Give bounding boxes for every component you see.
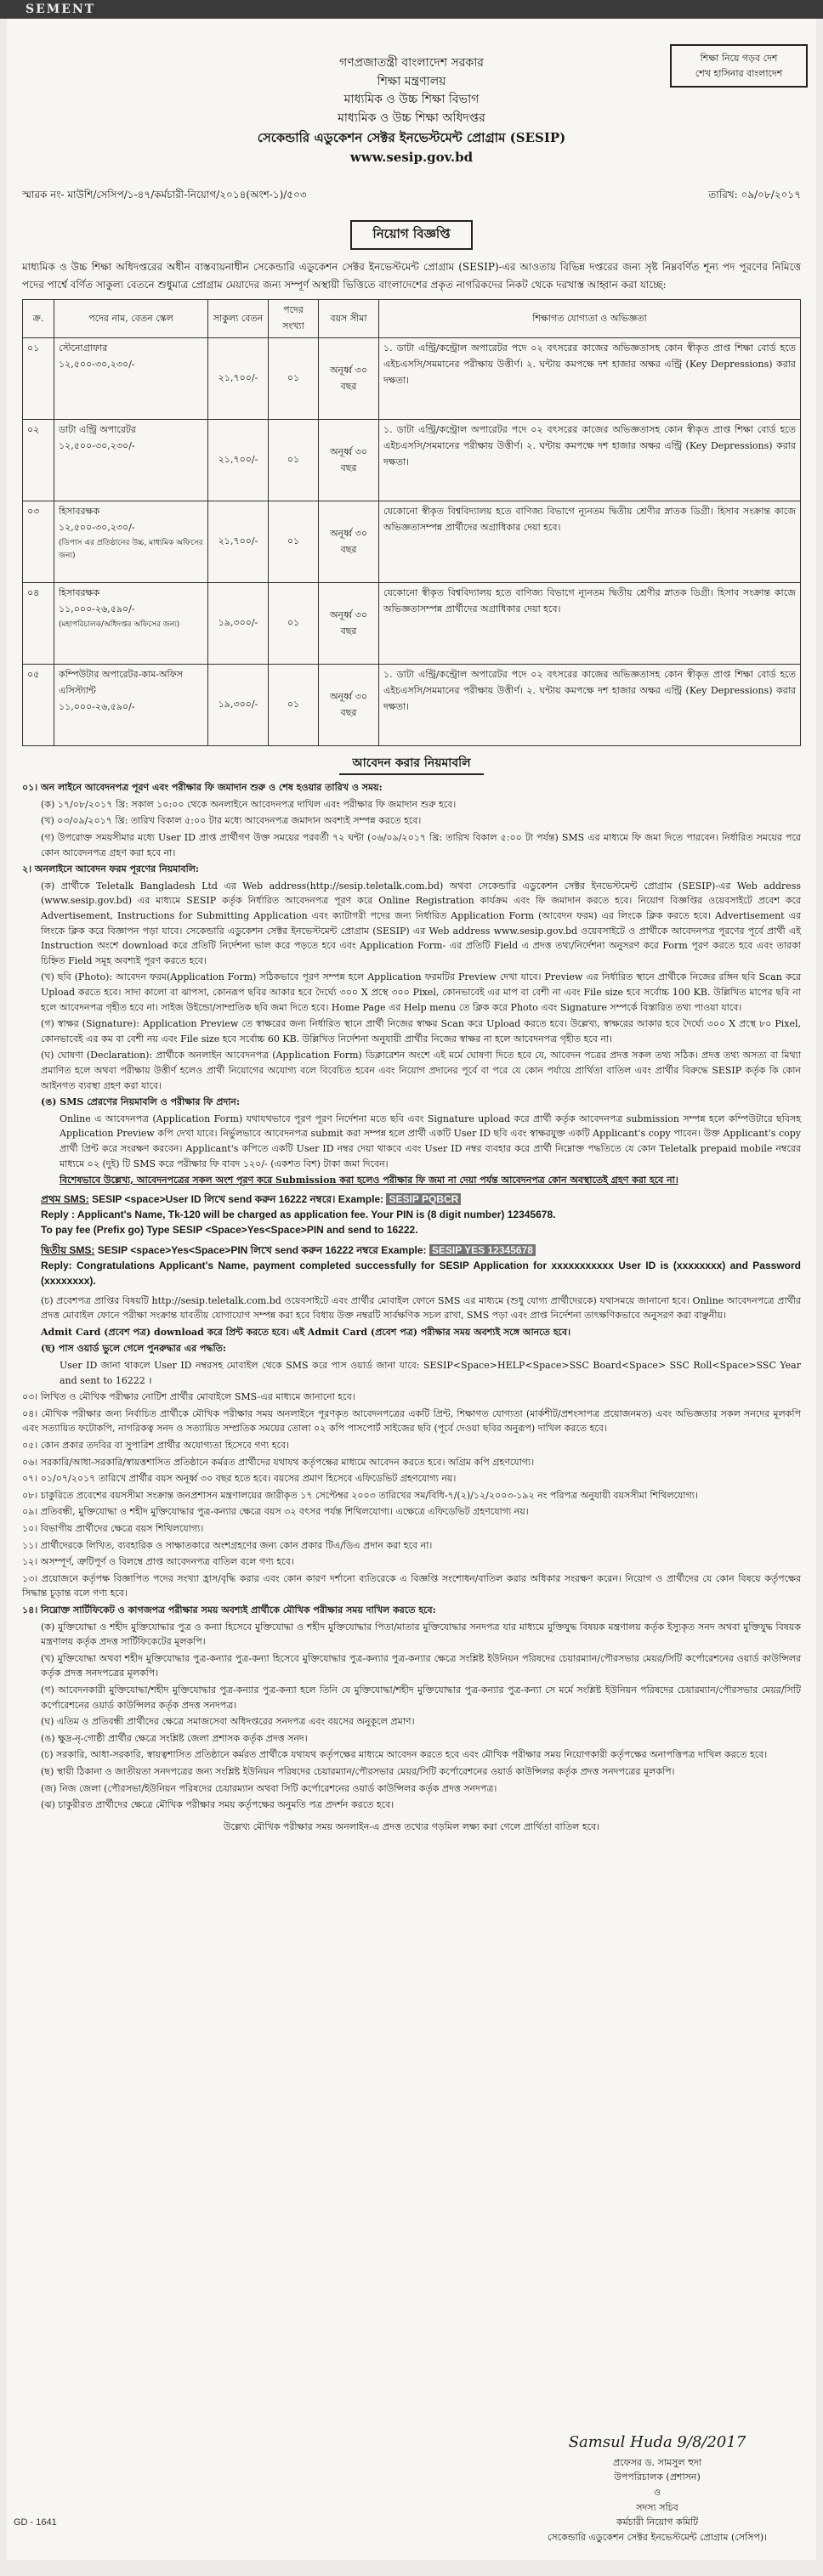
cell-post [54,420,208,501]
slogan-box [670,44,808,88]
cell-count: ০১ [269,583,319,665]
sms-first-pay: To pay fee (Prefix go) Type SESIP <Space>Yes<Space>PIN and send to 16222. [41,1223,418,1236]
rule-1b: (খ) ০৩/০৯/২০১৭ খ্রি: তারিখ বিকাল ৫:০০ টার মধ্যে আবেদনপত্র জমাদান অবশ্যই সম্পন্ন করতে হবে। [41,815,422,827]
rule-1a: (ক) ১৭/০৮/২০১৭ খ্রি: সকাল ১০:০০ থেকে অনলাইনে আবেদনপত্র দাখিল এবং পরীক্ষার ফি জমাদান শুরু হবে। [41,798,457,810]
handwritten-signature: Samsul Huda 9/8/2017 [568,2433,746,2451]
cell-serial: ০২ [23,420,54,501]
rule-2e: (ঙ) SMS প্রেরণের নিয়মাবলি ও পরীক্ষার ফি প্রদান: [41,1096,241,1108]
rule-2g-text: User ID জানা থাকলে User ID নম্বরসহ মোবাইল থেকে SMS করে পাস ওয়ার্ড জানা যাবে: SESIP<Space>HELP<Space>SSC Board<Space> SSC Roll<Space>SSC Year and sent to 16222 । [60,1360,801,1386]
sms-second-example: SESIP YES 12345678 [429,1244,536,1256]
cell-pay: ২১,৭০০/- [208,501,269,583]
cell-age: অনূর্ধ্ব ৩০ বছর [319,665,379,746]
cell-pay: ১৯,৩০০/- [208,583,269,665]
table-row [23,583,801,665]
intro-paragraph: মাধ্যমিক ও উচ্চ শিক্ষা অধিদপ্তরের অধীন বাস্তবায়নাধীন সেকেন্ডারি এডুকেশন সেক্টর ইনভেস্টমেন্ট প্রোগ্রাম (SESIP)-এর আওতায় বিভিন্ন দপ্তরের জন্য সৃষ্ট নিম্নবর্ণিত শূন্য পদ পূরণের নিমিত্তে পদের পার্শ্বে বর্ণিত সাকুল্য বেতনে শুধুমাত্র প্রোগ্রাম মেয়াদের জন্য সম্পূর্ণ অস্থায়ী ভিত্তিতে বাংলাদেশের প্রকৃত নাগরিকদের নিকট থেকে দরখাস্ত আহ্বান করা যাচ্ছে: [22,261,801,292]
rule-14a: (ক) মুক্তিযোদ্ধা ও শহীদ মুক্তিযোদ্ধার পুত্র ও কন্যা হিসেবে মুক্তিযোদ্ধা ও শহীদ মুক্তিযোদ্ধার পিতা/মাতার মুক্তিযোদ্ধার সনদপত্র যার মাধ্যমে মুক্তিযুদ্ধ বিষয়ক মন্ত্রণালয় কর্তৃক ইস্যুকৃত সনদ অথবা মুক্তিযুদ্ধ বিষয়ক মন্ত্রণালয় কর্তৃক প্রদত্ত সার্টিফিকেটের মূলকপি। [41,1621,801,1648]
header-line-4: মাধ্যমিক ও উচ্চ শিক্ষা অধিদপ্তর [338,111,485,126]
rule-9: ০৯। প্রতিবন্ধী, মুক্তিযোদ্ধা ও শহীদ মুক্তিযোদ্ধার পুত্র-কন্যার ক্ষেত্রে বয়স ৩২ বৎসর পর্যন্ত শিথিলযোগ্য। এক্ষেত্রে এফিডেভিট গ্রহণযোগ্য নয়। [22,1506,529,1518]
rule-4: ০৪। মৌখিক পরীক্ষার জন্য নির্বাচিত প্রার্থীকে মৌখিক পরীক্ষার সময় অনলাইনে পূরণকৃত আবেদনপত্রের একটি প্রিন্ট, শিক্ষাগত যোগ্যতা (মার্কশীট/প্রশংসাপত্র প্রয়োজনমত) এবং অভিজ্ঞতার সকল সনদের মূলকপি এবং সত্যায়িত ফটোকপি, নাগরিকত্ব সনদ ও সত্যায়িত সম্প্রতিক সময়ের তোলা ০২ কপি পাসপোর্ট সাইজের ছবি (পূর্বে দেওয়া ছবির অনুরূপ) দাখিল করতে হবে। [22,1407,801,1435]
sms-second [41,1243,801,1258]
sms-first-reply: Reply : Applicant's Name, Tk-120 will be charged as application fee. Your PIN is (8 digit number) 12345678. [41,1208,556,1220]
sms-first-text: SESIP <space>User ID লিখে send করুন 16222 নম্বরে। Example: [92,1192,384,1205]
rule-2a: (ক) প্রার্থীকে Teletalk Bangladesh Ltd এর Web address(http://sesip.teletalk.com.bd) অথবা সেকেন্ডারি এডুকেশন সেক্টর ইনভেস্টমেন্ট প্রোগ্রাম (SESIP)-এর Web address (www.sesip.gov.bd) এর মাধ্যমে SESIP কর্তৃক নির্ধারিত আবেদনপত্র পূরণ করে Online Registration কার্যক্রম এবং ফি জমাদান করতে হবে। নিয়োগ বিজ্ঞপ্তির ওয়েবসাইটে প্রবেশ করে Advertisement, Instructions for Submitting Application এবং ক্যাটাগরী পদের জন্য নির্ধারিত Application Form (আবেদন ফরম) এর লিংকে ক্লিক করতে হবে। Advertisement এর লিংকে ক্লিক করে বিজ্ঞাপন পড়া যাবে। সেকেন্ডারি এডুকেশন সেক্টর ইনভেস্টমেন্ট প্রোগ্রাম (SESIP) এর Web address www.sesip.gov.bd ওয়েবসাইটে ও প্রার্থীকে আবেদনপত্র পূরণের পূর্বে প্রার্থী এই Instruction অংশে download করে প্রতিটি নির্দেশনা ভাল করে পড়তে হবে এবং Application Form- এর প্রতিটি Field এ প্রদত্ত তথ্য/নির্দেশনা অনুসরণ করে Form পূরণ করতে হবে এবং তারকা চিহ্নিত Field সমূহ অবশ্যই পূরণ করতে হবে। [41,880,801,966]
cell-qualification: ১. ডাটা এন্ট্রি/কন্ট্রোল অপারেটর পদে ০২ বৎসরের কাজের অভিজ্ঞতাসহ কোন স্বীকৃত প্রাপ্ত শিক্ষা বোর্ড হতে এইচএসসি/সমমানের পরীক্ষায় উত্তীর্ণ। ২. ঘন্টায় কমপক্ষে দশ হাজার অক্ষর এন্ট্রি (Key Depressions) করার দক্ষতা। [379,420,801,501]
notice-page [7,19,816,2560]
post-scale: ১১,০০০-২৬,৫৯০/- [59,603,135,615]
rule-6: ০৬। সরকারি/আধা-সরকারি/স্বায়ত্তশাসিত প্রতিষ্ঠানে কর্মরত প্রার্থীদের যথাযথ কর্তৃপক্ষের মাধ্যমে আবেদন করতে হবে। অগ্রিম কপি গ্রহণযোগ্য। [22,1456,535,1468]
cell-qualification: ১. ডাটা এন্ট্রি/কন্ট্রোল অপারেটর পদে ০২ বৎসরের কাজের অভিজ্ঞতাসহ কোন স্বীকৃত প্রাপ্ত শিক্ষা বোর্ড হতে এইচএসসি/সমমানের পরীক্ষায় উত্তীর্ণ। ২. ঘন্টায় কমপক্ষে দশ হাজার অক্ষর এন্ট্রি (Key Depressions) করার দক্ষতা। [379,665,801,746]
rule-2b: (খ) ছবি (Photo): আবেদন ফরম(Application Form) সঠিকভাবে পূরণ সম্পন্ন হলে Application ফরমটির Preview দেখা যাবে। Preview এর নির্ধারিত স্থানে প্রার্থীকে নিজের রঙ্গিন ছবি Scan করে Upload করতে হবে। সাদা কালো বা ঝাপসা, কোনরূপ ছবির আকার হবে দৈর্ঘ্যে ৩০০ X প্রস্থে ৩০০ Pixel, কোনভাবেই এর মাপ বা বেশী না এবং File size হবে সর্বোচ্চ 100 KB. উল্লিখিত মাপের ছবি না হলে আবেদনপত্র গৃহীত হবে না। সাইজ উইন্ডো/সাম্প্রতিক ছবি জমা দিতে হবে। Home Page এর Help menu তে ক্লিক করে Photo এবং Signature সম্পর্কে বিস্তারিত তথ্য পাওয়া যাবে। [41,971,801,1013]
posts-table [22,299,801,746]
col-age: বয়স সীমা [319,300,379,338]
rule-14f: (চ) সরকারি, আধা-সরকারি, স্বায়ত্বশাসিত প্রতিষ্ঠানে কর্মরত প্রার্থীকে যথাযথ কর্তৃপক্ষের মাধ্যমে আবেদন করতে হবে এবং মৌখিক পরীক্ষার সময় নিয়োগকারী কর্তৃপক্ষের অনাপত্তিপত্র দাখিল করতে হবে। [41,1749,768,1761]
sms-second-reply: Reply: Congratulations Applicant's Name, payment completed successfully for SESIP Application for xxxxxxxxxxx User ID is (xxxxxxxx) and Password (xxxxxxxx). [41,1259,801,1287]
cell-qualification: ১. ডাটা এন্ট্রি/কন্ট্রোল অপারেটর পদে ০২ বৎসরের কাজের অভিজ্ঞতাসহ কোন স্বীকৃত প্রাপ্ত শিক্ষা বোর্ড হতে এইচএসসি/সমমানের পরীক্ষায় উত্তীর্ণ। ২. ঘন্টায় কমপক্ষে দশ হাজার অক্ষর এন্ট্রি (Key Depressions) করার দক্ষতা। [379,338,801,420]
header-program-name: সেকেন্ডারি এডুকেশন সেক্টর ইনভেস্টমেন্ট প্রোগ্রাম (SESIP) [257,129,566,145]
cell-qualification: যেকোনো স্বীকৃত বিশ্ববিদ্যালয় হতে বাণিজ্য বিভাগে ন্যূনতম দ্বিতীয় শ্রেণীর স্নাতক ডিগ্রী। হিসাব সংক্রান্ত কাজে অভিজ্ঞতাসম্পন্ন প্রার্থীদের অগ্রাধিকার দেয়া হবে। [379,583,801,665]
table-header-row [23,300,801,338]
rule-2f: (চ) প্রবেশপত্র প্রাপ্তির বিষয়টি http://sesip.teletalk.com.bd ওয়েবসাইটে এবং প্রার্থীর মোবাইল ফোনে SMS এর মাধ্যমে (শুধু যোগ্য প্রার্থীদেরকে) যথাসময়ে জানানো হবে। Online আবেদনপত্রে প্রার্থীর প্রদত্ত মোবাইল ফোনে পরীক্ষা সংক্রান্ত যাবতীয় যোগাযোগ সম্পন্ন করা হবে বিধায় উক্ত নম্বরটি সার্বক্ষণিক সচল রাখা, SMS পড়া এবং প্রাপ্ত নির্দেশনা তাৎক্ষণিকভাবে অনুসরণ করা বাঞ্ছনীয়। [41,1294,801,1322]
post-name: কম্পিউটার অপারেটর-কাম-অফিস এসিস্ট্যান্ট [59,669,183,697]
header-website: www.sesip.gov.bd [349,150,474,165]
rule-3: ০৩। লিখিত ও মৌখিক পরীক্ষার নোটিশ প্রার্থীর মোবাইলে SMS-এর মাধ্যমে জানানো হবে। [22,1391,355,1403]
sms-first-label: প্রথম SMS: [41,1192,89,1205]
table-row [23,338,801,420]
rule-14i: (ঝ) চাকুরীরত প্রার্থীদের ক্ষেত্রে মৌখিক পরীক্ষার সময় কর্তৃপক্ষের অনুমতি পত্র প্রদর্শন করতে হবে। [41,1799,394,1811]
memo-number: স্মারক নং- মাউশি/সেসিপ/১-৪৭/কর্মচারী-নিয়োগ/২০১৪(অংশ-১)/৫০৩ [22,189,307,201]
rule-2e-text: Online এ আবেদনপত্র (Application Form) যথাযথভাবে পূরণ পূরণ নির্দেশনা মতে ছবি এবং Signature upload করে প্রার্থী কর্তৃক আবেদনপত্র submission সম্পন্ন হলে কম্পিউটারে ছবিসহ Application Preview কপি দেখা যাবে। নির্ভুলভাবে আবেদনপত্র submit করা সম্পন্ন হলে প্রার্থী একটি User ID ছবি এবং স্বাক্ষরযুক্ত একটি Applicant's copy পাবেন। উক্ত Applicant's copy প্রার্থী প্রিন্ট করে সংরক্ষণ করবেন। Applicant's কপিতে একটি User ID নম্বর দেয়া থাকবে এবং User ID নম্বর ব্যবহার করে প্রার্থী নিম্নোক্ত পদ্ধতিতে যে কোন Teletalk prepaid mobile নম্বরের মাধ্যমে ০২ (দুই) টি SMS করে পরীক্ষার ফি বাবদ ১২০/- (একশত বিশ) টাকা জমা দিবেন। [60,1112,801,1169]
post-name: স্টেনোগ্রাফার [59,343,108,354]
slogan-line-1: শিক্ষা নিয়ে গড়ব দেশ [700,53,778,64]
post-scale: ১২,৫০০-৩০,২৩০/- [59,522,135,534]
sms-first [41,1192,801,1207]
cell-post [54,583,208,665]
memo-row [22,188,801,205]
cell-count: ০১ [269,665,319,746]
signatory-title-1: উপপরিচালক (প্রশাসন) [614,2471,701,2483]
signatory-and: ও [653,2486,661,2498]
rule-14g: (ছ) স্থায়ী ঠিকানা ও জাতীয়তা সনদপত্রের জন্য সংশ্লিষ্ট ইউনিয়ন পরিষদের চেয়ারম্যান/পৌরসভার মেয়র/সিটি কর্পোরেশনের ওয়ার্ড কাউন্সিলর কর্তৃক প্রদত্ত সনদপত্রের মূলকপি। [41,1765,675,1777]
rule-8: ০৮। চাকুরিতে প্রবেশের বয়সসীমা সংক্রান্ত জনপ্রশাসন মন্ত্রণালয়ের জারীকৃত ১৭ সেপ্টেম্বর ২০০৩ তারিখের সম/বিধি-৭/(২)/১২/২০০৩-১৯২ নং পরিপত্র অনুযায়ী বয়সসীমা শিথিলযোগ্য। [22,1489,698,1501]
rule-14h: (জ) নিজ জেলা (পৌরসভা/ইউনিয়ন পরিষদের চেয়ারম্যান অথবা সিটি কর্পোরেশনের ওয়ার্ড কাউন্সিলর কর্তৃক প্রদত্ত সনদপত্র। [41,1782,497,1794]
cell-serial: ০৩ [23,501,54,583]
post-note: (ডিপাস এর প্রতিষ্ঠানের উচ্চ, মাধ্যমিক অফিসের জন্য) [59,539,203,561]
cell-post [54,665,208,746]
signature-block [517,2431,797,2545]
rule-7: ০৭। ০১/০৭/২০১৭ তারিখে প্রার্থীর বয়স অনূর্ধ্ব ৩০ বছর হতে হবে। বয়সের প্রমাণ হিসেবে এফিডেভিট গ্রহণযোগ্য নয়। [22,1473,457,1485]
rule-2c: (গ) স্বাক্ষর (Signature): Application Preview তে স্বাক্ষরের জন্য নির্ধারিত স্থানে প্রার্থী নিজের স্বাক্ষর Scan করে Upload করতে হবে। উল্লেখ্য, স্বাক্ষরের আকার হবে দৈর্ঘ্যে ৩০০ X প্রস্থে ৮০ Pixel, কোনভাবেই এর কম বা বেশী নয় এবং File size হবে সর্বোচ্চ 60 KB. উল্লিখিত নির্দেশনা অনুযায়ী প্রার্থীর নিজের স্বাক্ষর না হলে আবেদনপত্র গৃহীত হবে না। [41,1018,801,1045]
rule-1c: (গ) উপরোক্ত সময়সীমার মধ্যে User ID প্রাপ্ত প্রার্থীগণ উক্ত সময়ের পরবর্তী ৭২ ঘন্টা (০৬/০৯/২০১৭ খ্রি: তারিখ বিকাল ৫:০০ টা পর্যন্ত) SMS এর মাধ্যমে ফি জমা দিতে পারবেন। নির্ধারিত সময়ের পরে কোন আবেদনপত্র গ্রহণ করা হবে না। [41,832,801,858]
slogan-line-2: শেখ হাসিনার বাংলাদেশ [695,67,783,79]
table-row [23,420,801,501]
cell-serial: ০৪ [23,583,54,665]
signatory-name: প্রফেসর ড. সামসুল হুদা [612,2456,702,2468]
rule-10: ১০। বিভাগীয় প্রার্থীদের ক্ষেত্রে বয়স শিথিলযোগ্য। [22,1523,204,1534]
rule-2g: (ছ) পাস ওয়ার্ড ভুলে গেলে পুনরুদ্ধার এর পদ্ধতি: [41,1343,226,1355]
post-scale: ১১,০০০-২৬,৫৯০/- [59,701,135,713]
rule-5: ০৫। কোন প্রকার তদবির বা সুপারিশ প্রার্থীর অযোগ্যতা হিসেবে গণ্য হবে। [22,1440,290,1452]
cell-age: অনূর্ধ্ব ৩০ বছর [319,583,379,665]
cell-post [54,338,208,420]
cell-count: ০১ [269,420,319,501]
rule-12: ১২। অসম্পূর্ণ, ত্রুটিপূর্ণ ও বিলম্বে প্রাপ্ত আবেদনপত্র বাতিল বলে গণ্য হবে। [22,1556,294,1568]
sms-instructions [41,1192,801,1288]
signatory-title-2: সদস্য সচিব [636,2501,678,2513]
cell-count: ০১ [269,338,319,420]
memo-date: তারিখ: ০৯/০৮/২০১৭ [708,189,801,201]
col-qualification: শিক্ষাগত যোগ্যতা ও অভিজ্ঞতা [379,300,801,338]
cell-count: ০১ [269,501,319,583]
rule-2e-note: বিশেষভাবে উল্লেখ্য, আবেদনপত্রের সকল অংশ পূরণ করে Submission করা হলেও পরীক্ষার ফি জমা না দেয়া পর্যন্ত আবেদনপত্র কোন অবস্থাতেই গ্রহণ করা হবে না। [60,1175,678,1186]
cell-post [54,501,208,583]
col-count: পদের সংখ্যা [269,300,319,338]
header-line-1: গণপ্রজাতন্ত্রী বাংলাদেশ সরকার [339,56,484,70]
cell-pay: ২১,৭০০/- [208,338,269,420]
rule-2: ২। অনলাইনে আবেদন ফরম পূরণের নিয়মাবলি: [22,863,199,875]
top-banner: SEMENT [0,0,823,19]
rule-14d: (ঘ) এতিম ও প্রতিবন্ধী প্রার্থীদের ক্ষেত্রে সমাজসেবা অধিদপ্তরের সনদপত্র এবং বয়সের অনুকূলে প্রমাণ। [41,1716,415,1728]
header-line-2: শিক্ষা মন্ত্রণালয় [377,74,446,88]
table-row [23,501,801,583]
closing-note: উল্লেখ্য মৌখিক পরীক্ষার সময় অনলাইন-এ প্রদত্ত তথ্যের গড়মিল লক্ষ্য করা গেলে প্রার্থিতা বাতিল হবে। [223,1820,600,1832]
signatory-org: সেকেন্ডারি এডুকেশন সেক্টর ইনভেস্টমেন্ট প্রোগ্রাম (সেসিপ)। [547,2531,768,2543]
cell-age: অনূর্ধ্ব ৩০ বছর [319,501,379,583]
post-name: হিসাবরক্ষক [59,506,100,518]
rule-11: ১১। প্রার্থীদেরকে লিখিত, ব্যবহারিক ও সাক্ষাতকারে অংশগ্রহণের জন্য কোন প্রকার টিএ/ডিএ প্রদান করা হবে না। [22,1539,433,1551]
header-line-3: মাধ্যমিক ও উচ্চ শিক্ষা বিভাগ [343,93,480,107]
rule-14b: (খ) মুক্তিযোদ্ধা অথবা শহীদ মুক্তিযোদ্ধার পুত্র-কন্যার পুত্র-কন্যা হিসেবে মুক্তিযোদ্ধার পুত্র-কন্যার পুত্র-কন্যার ক্ষেত্রে সংশ্লিষ্ট ইউনিয়ন পরিষদের চেয়ারম্যান/পৌরসভার মেয়র/সিটি কর্পোরেশনের ওয়ার্ড কাউন্সিলর কর্তৃক প্রদত্ত সনদপত্রের মূলকপি। [41,1652,801,1679]
cell-pay: ১৯,৩০০/- [208,665,269,746]
post-scale: ১২,৫০০-৩০,২৩০/- [59,359,135,371]
rule-2f-admit: Admit Card (প্রবেশ পত্র) download করে প্রিন্ট করতে হবে। এই Admit Card (প্রবেশ পত্র) পরীক্ষার সময় অবশ্যই সঙ্গে আনতে হবে। [41,1326,571,1338]
cell-age: অনূর্ধ্ব ৩০ বছর [319,338,379,420]
cell-serial: ০১ [23,338,54,420]
rules-title: আবেদন করার নিয়মাবলি [339,753,484,775]
post-note: (মহাপরিচালক/অধিদপ্তর অফিসের জন্য) [59,620,180,630]
cell-age: অনূর্ধ্ব ৩০ বছর [319,420,379,501]
rule-1: ০১। অন লাইনে আবেদনপত্র পূরণ এবং পরীক্ষার ফি জমাদান শুরু ও শেষ হওয়ার তারিখ ও সময়: [22,782,383,794]
rules-section [22,780,801,1834]
cell-pay: ২১,৭০০/- [208,420,269,501]
sms-first-example: SESIP PQBCR [386,1193,461,1205]
rule-2d: (ঘ) ঘোষণা (Declaration): প্রার্থীকে অনলাইন আবেদনপত্র (Application Form) ডিক্লারেশন অংশে এই মর্মে ঘোষণা দিতে হবে যে, আবেদন পত্রের প্রদত্ত সকল তথ্য সঠিক। প্রদত্ত তথ্য অসত্য বা মিথ্যা প্রমাণিত হলে অথবা পরীক্ষায় উত্তীর্ণ হলেও প্রার্থী নিয়োগের অযোগ্য বলে বিবেচিত হবেন এবং নিয়োগ প্রদানের পূর্বে বা পরে যে কোন পর্যায়ে প্রার্থিতা বাতিল এবং প্রার্থীর বিরুদ্ধে SESIP কর্তৃক কি কোন আইনগত ব্যবস্থা গ্রহণ করা যাবে। [41,1050,801,1091]
rule-14c: (গ) আবেদনকারী মুক্তিযোদ্ধা/শহীদ মুক্তিযোদ্ধার পুত্র-কন্যার পুত্র-কন্যা হলে তিনি যে মুক্তিযোদ্ধা/শহীদ মুক্তিযোদ্ধার পুত্র-কন্যার পুত্র-কন্যা সে মর্মে সংশ্লিষ্ট ইউনিয়ন পরিষদের চেয়ারম্যান/পৌরসভার মেয়র/সিটি কর্পোরেশনের ওয়ার্ড কাউন্সিলর কর্তৃক প্রদত্ত সনদপত্র। [41,1684,801,1711]
rule-13: ১৩। প্রয়োজনে কর্তৃপক্ষ বিজ্ঞাপিত পদের সংখ্যা হ্রাস/বৃদ্ধি করার এবং কোন কারণ দর্শানো ব্যতিরেকে এ বিজ্ঞপ্তি সংশোধন/বাতিল করার অধিকার সংরক্ষণ করেন। নিয়োগ ও প্রার্থীদের যে কোন বিষয়ে কর্তৃপক্ষের সিদ্ধান্ত চূড়ান্ত বলে গণ্য হবে। [22,1572,801,1599]
table-row [23,665,801,746]
col-serial: ক্র. [23,300,54,338]
post-name: হিসাবরক্ষক [59,587,100,599]
sms-second-text: SESIP <space>Yes<Space>PIN লিখে send করুন 16222 নম্বরে Example: [97,1243,427,1256]
notice-title: নিয়োগ বিজ্ঞপ্তি [350,220,473,250]
col-pay: সাকুল্য বেতন [208,300,269,338]
signatory-title-3: কর্মচারী নিয়োগ কমিটি [616,2517,699,2528]
rule-14e: (ঙ) ক্ষুদ্র-নৃ-গোষ্ঠী প্রার্থীর ক্ষেত্রে সংশ্লিষ্ট জেলা প্রশাসক কর্তৃক প্রদত্ত সনদ। [41,1732,308,1744]
post-name: ডাটা এন্ট্রি অপারেটর [59,424,136,436]
post-scale: ১২,৫০০-৩০,২৩০/- [59,440,135,452]
sms-second-label: দ্বিতীয় SMS: [41,1243,95,1256]
rule-14: ১৪। নিম্নোক্ত সার্টিফিকেট ও কাগজপত্র পরীক্ষার সময় অবশ্যই প্রার্থীকে মৌখিক পরীক্ষার সময় দাখিল করতে হবে: [22,1604,436,1616]
cell-serial: ০৫ [23,665,54,746]
cell-qualification: যেকোনো স্বীকৃত বিশ্ববিদ্যালয় হতে বাণিজ্য বিভাগে ন্যূনতম দ্বিতীয় শ্রেণীর স্নাতক ডিগ্রী। হিসাব সংক্রান্ত কাজে অভিজ্ঞতাসম্পন্ন প্রার্থীদের অগ্রাধিকার দেয়া হবে। [379,501,801,583]
footer-code: GD - 1641 [14,2517,57,2528]
col-post: পদের নাম, বেতন স্কেল [54,300,208,338]
